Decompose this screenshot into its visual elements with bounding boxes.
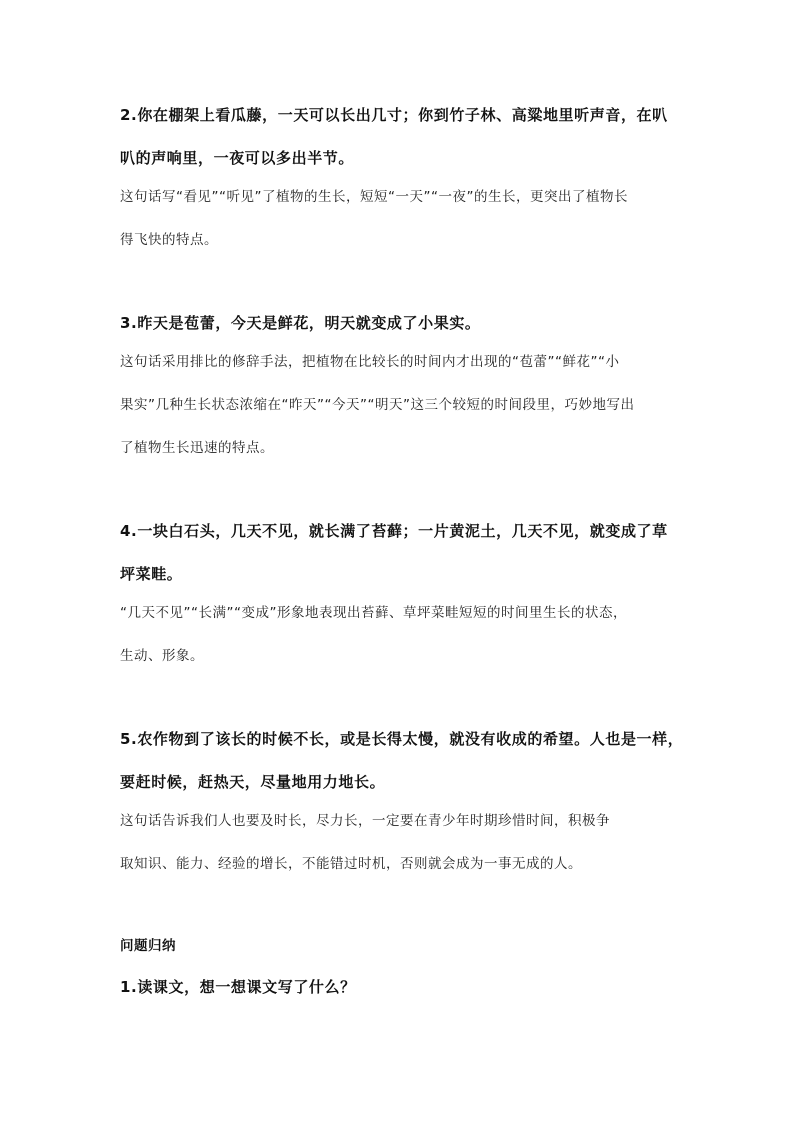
item-2-body-line-1: 这句话写“看见”“听见”了植物的生长，短短“一天”“一夜”的生长，更突出了植物长 xyxy=(120,189,628,205)
item-3-body-line-2: 果实”几种生长状态浓缩在“昨天”“今天”“明天”这三个较短的时间段里，巧妙地写出 xyxy=(120,397,635,413)
item-3-body-line-1: 这句话采用排比的修辞手法，把植物在比较长的时间内才出现的“苞蕾”“鲜花”“小 xyxy=(120,354,620,370)
item-5-body-line-2: 取知识、能力、经验的增长，不能错过时机，否则就会成为一事无成的人。 xyxy=(120,856,582,872)
question-line: 1.读课文，想一想课文写了什么？ xyxy=(120,978,356,996)
item-4-body-line-2: 生动、形象。 xyxy=(120,648,204,664)
item-5-heading-line-1: 5.农作物到了该长的时候不长，或是长得太慢，就没有收成的希望。人也是一样， xyxy=(120,730,684,748)
item-2-heading-line-2: 叭的声响里，一夜可以多出半节。 xyxy=(120,149,355,167)
section-title: 问题归纳 xyxy=(120,938,176,954)
item-4-body-line-1: “几天不见”“长满”“变成”形象地表现出苔藓、草坪菜畦短短的时间里生长的状态， xyxy=(120,605,627,621)
item-3-body-line-3: 了植物生长迅速的特点。 xyxy=(120,440,274,456)
item-2-body-line-2: 得飞快的特点。 xyxy=(120,232,218,248)
item-5-heading-line-2: 要赶时候，赶热天，尽量地用力地长。 xyxy=(120,773,386,791)
item-5-body-line-1: 这句话告诉我们人也要及时长，尽力长，一定要在青少年时期珍惜时间，积极争 xyxy=(120,813,610,829)
item-4-heading-line-2: 坪菜畦。 xyxy=(120,565,183,583)
item-2-heading-line-1: 2.你在棚架上看瓜藤，一天可以长出几寸；你到竹子林、高粱地里听声音，在叭 xyxy=(120,106,668,124)
item-4-heading-line-1: 4.一块白石头，几天不见，就长满了苔藓；一片黄泥土，几天不见，就变成了草 xyxy=(120,522,668,540)
item-3-heading-line-1: 3.昨天是苞蕾，今天是鲜花，明天就变成了小果实。 xyxy=(120,314,481,332)
